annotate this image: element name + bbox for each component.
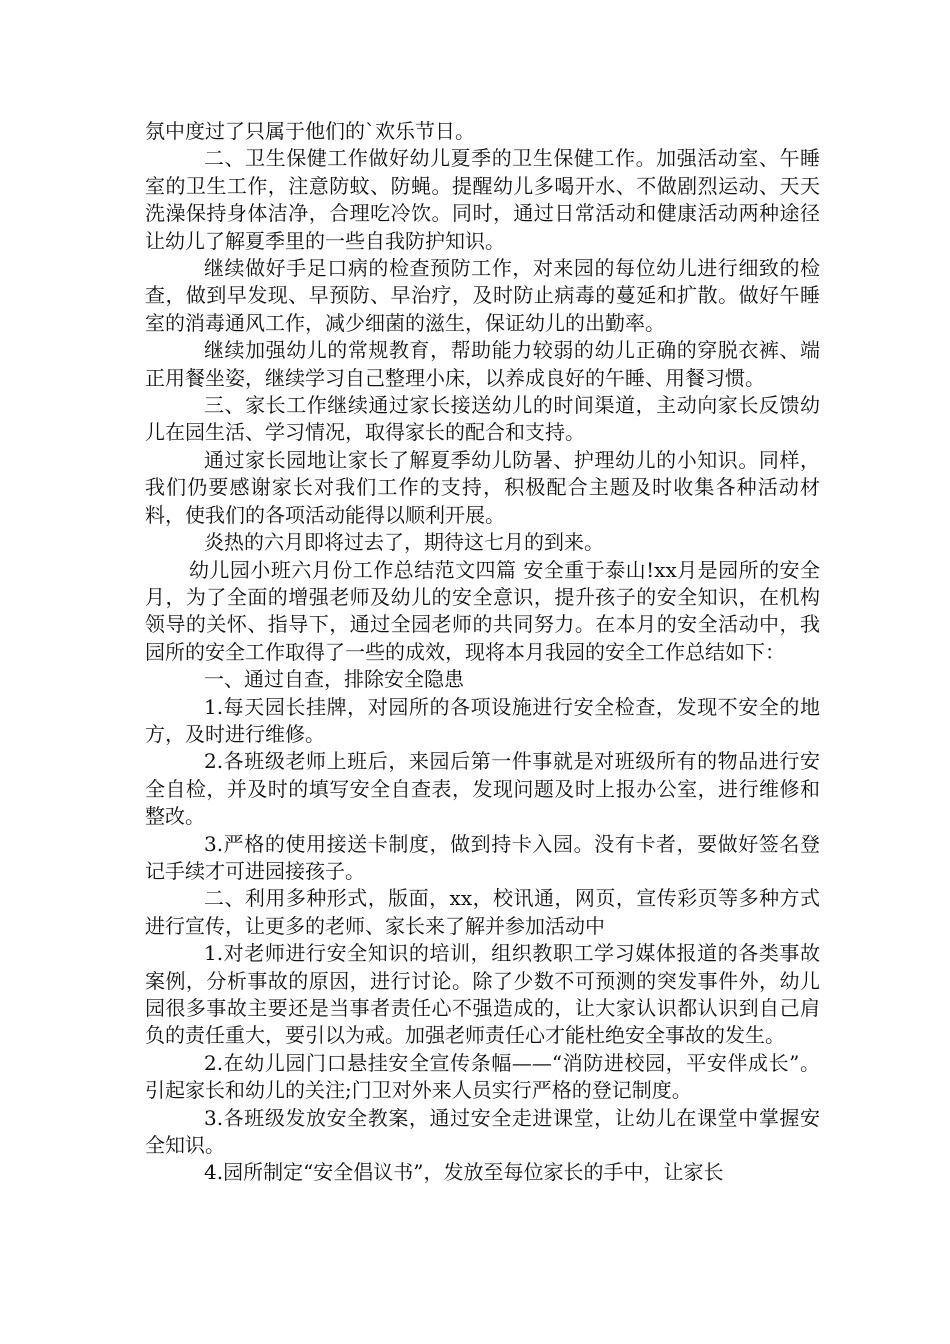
paragraph-health-work: 二、卫生保健工作做好幼儿夏季的卫生保健工作。加强活动室、午睡室的卫生工作，注意防蚊、防蝇。提醒幼儿多喝开水、不做剧烈运动、天天洗澡保持身体洁净，合理吃冷饮。同时，通过日常活动和健康活动两种途径让幼儿了解夏季里的一些自我防护知识。 bbox=[145, 146, 820, 253]
paragraph-parent-garden: 通过家长园地让家长了解夏季幼儿防暑、护理幼儿的小知识。同样，我们仍要感谢家长对我们工作的支持，积极配合主题及时收集各种活动材料，使我们的各项活动能得以顺利开展。 bbox=[145, 447, 820, 527]
list-item-class-self-check: 2.各班级老师上班后，来园后第一件事就是对班级所有的物品进行安全自检，并及时的填写安全自查表，发现问题及时上报办公室，进行维修和整改。 bbox=[145, 749, 820, 829]
heading-self-inspection: 一、通过自查，排除安全隐患 bbox=[204, 667, 464, 692]
paragraph-routine-education: 继续加强幼儿的常规教育，帮助能力较弱的幼儿正确的穿脱衣裤、端正用餐坐姿，继续学习自己整理小床，以养成良好的午睡、用餐习惯。 bbox=[145, 338, 820, 390]
list-item-daily-check: 1.每天园长挂牌，对园所的各项设施进行安全检查，发现不安全的地方，及时进行维修。 bbox=[145, 694, 820, 746]
list-item-teacher-training: 1.对老师进行安全知识的培训，组织教职工学习媒体报道的各类事故案例，分析事故的原因，进行讨论。除了少数不可预测的突发事件外，幼儿园很多事故主要还是当事者责任心不强造成的，让大家认识都认识到自己肩负的责任重大，要引以为戒。加强老师责任心才能杜绝安全事故的发生。 bbox=[145, 941, 820, 1048]
paragraph-safety-month-intro: 幼儿园小班六月份工作总结范文四篇 安全重于泰山!xx月是园所的安全月，为了全面的增强老师及幼儿的安全意识，提升孩子的安全知识，在机构领导的关怀、指导下，通过全园老师的共同努力。在本月的安全活动中，我园所的安全工作取得了一些的成效，现将本月我园的安全工作总结如下： bbox=[145, 557, 820, 664]
paragraph-parent-work: 三、家长工作继续通过家长接送幼儿的时间渠道，主动向家长反馈幼儿在园生活、学习情况，取得家长的配合和支持。 bbox=[145, 393, 820, 445]
list-item-safety-proposal: 4.园所制定“安全倡议书”，发放至每位家长的手中，让家长 bbox=[204, 1160, 724, 1185]
list-item-safety-lessons: 3.各班级发放安全教案，通过安全走进课堂，让幼儿在课堂中掌握安全知识。 bbox=[145, 1105, 820, 1158]
paragraph-hfmd-prevention: 继续做好手足口病的检查预防工作，对来园的每位幼儿进行细致的检查，做到早发现、早预防、早治疗，及时防止病毒的蔓延和扩散。做好午睡室的消毒通风工作，减少细菌的滋生，保证幼儿的出勤率。 bbox=[145, 256, 820, 335]
list-item-safety-banner: 2.在幼儿园门口悬挂安全宣传条幅——“消防进校园，平安伴成长”。引起家长和幼儿的关注;门卫对外来人员实行严格的登记制度。 bbox=[145, 1050, 820, 1103]
list-item-pickup-card: 3.严格的使用接送卡制度，做到持卡入园。没有卡者，要做好签名登记手续才可进园接孩子。 bbox=[145, 831, 820, 883]
paragraph-continuation: 氛中度过了只属于他们的`欢乐节日。 bbox=[145, 119, 475, 143]
paragraph-july-expectation: 炎热的六月即将过去了，期待这七月的到来。 bbox=[204, 530, 604, 555]
document-body bbox=[145, 118, 820, 1187]
heading-publicity: 二、利用多种形式，版面，xx，校讯通，网页，宣传彩页等多种方式进行宣传，让更多的老师、家长来了解并参加活动中 bbox=[145, 886, 820, 938]
